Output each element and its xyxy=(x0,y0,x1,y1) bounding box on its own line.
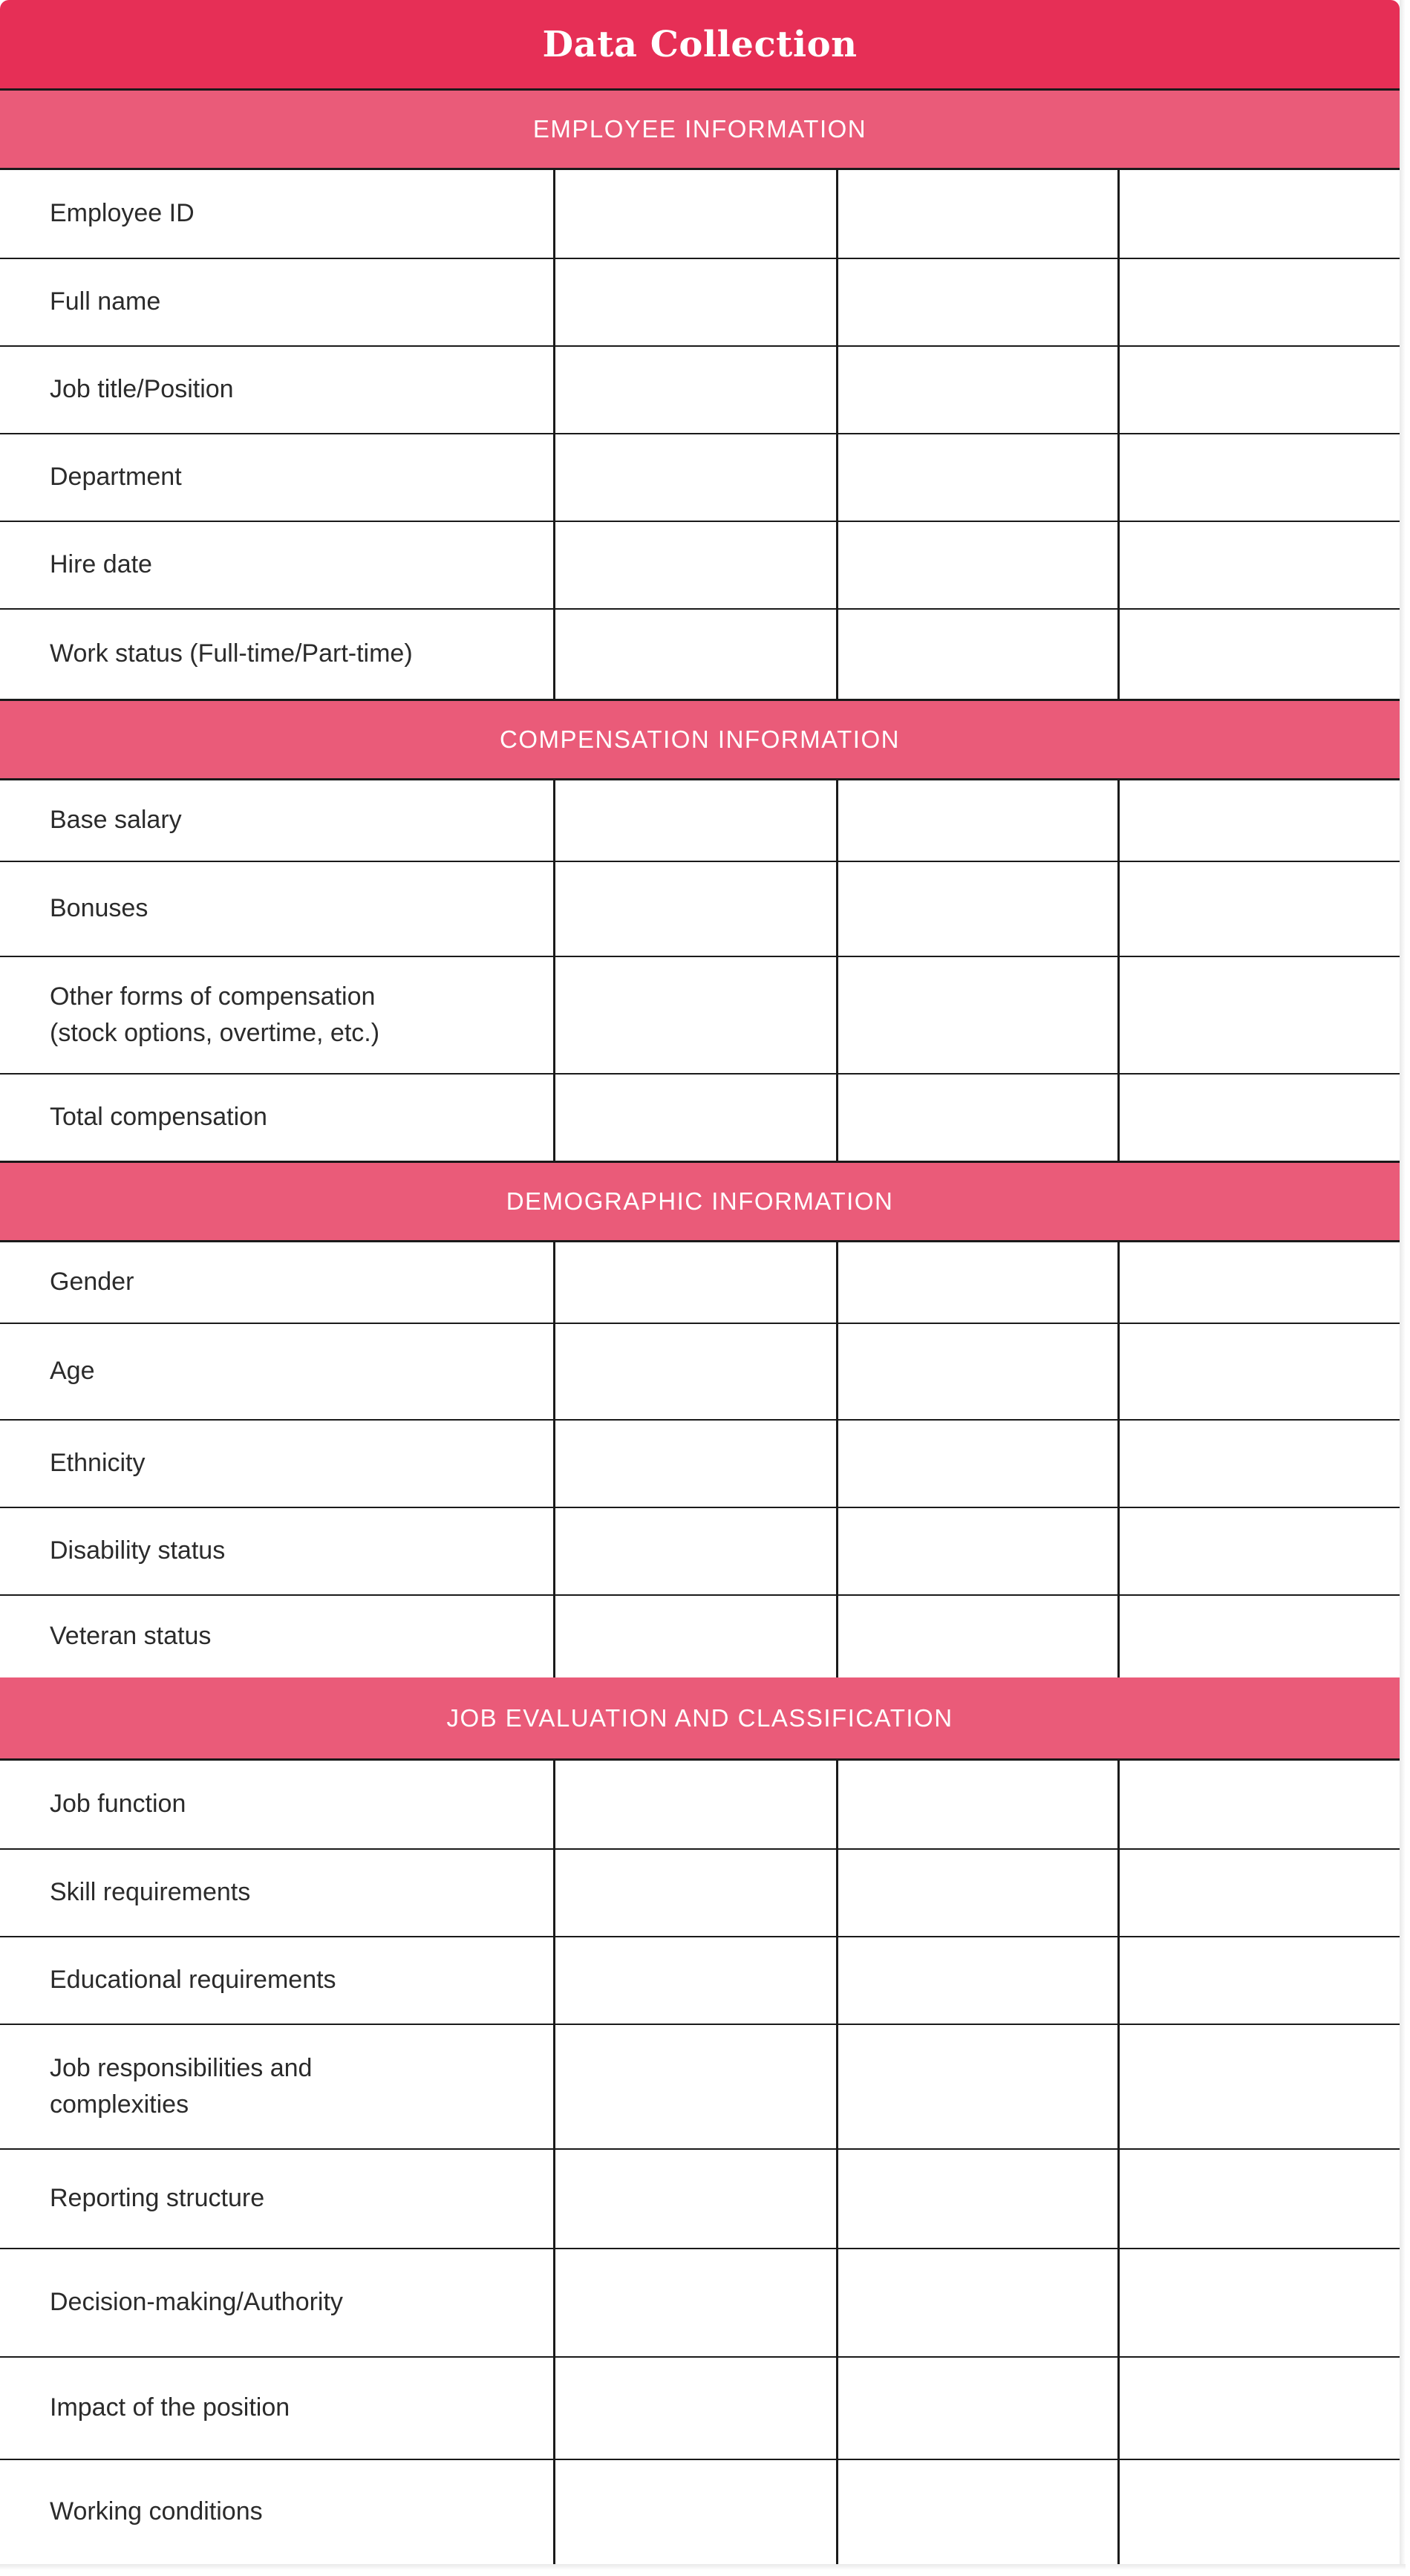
entry-cell[interactable] xyxy=(836,1937,1117,2024)
form-title: Data Collection xyxy=(542,23,858,65)
section-header-job-evaluation-and-classification: JOB EVALUATION AND CLASSIFICATION xyxy=(0,1677,1400,1761)
table-row xyxy=(0,862,1400,957)
entry-cell[interactable] xyxy=(553,1761,836,1848)
table-row xyxy=(0,1596,1400,1677)
entry-cell[interactable] xyxy=(553,1596,836,1677)
entry-cell[interactable] xyxy=(553,610,836,699)
entry-cell[interactable] xyxy=(553,2249,836,2356)
entry-cell[interactable] xyxy=(553,1324,836,1419)
table-row xyxy=(0,2249,1400,2358)
row-label: Age xyxy=(50,1357,95,1386)
table-row xyxy=(0,2025,1400,2150)
row-label: Bonuses xyxy=(50,894,148,923)
row-label: Job function xyxy=(50,1790,186,1819)
entry-cell[interactable] xyxy=(836,259,1117,345)
page-shadow-right xyxy=(1400,0,1406,2564)
entry-cell[interactable] xyxy=(836,862,1117,956)
table-row xyxy=(0,522,1400,610)
entry-cell[interactable] xyxy=(553,259,836,345)
entry-cell[interactable] xyxy=(836,1421,1117,1507)
table-row xyxy=(0,170,1400,259)
entry-cell[interactable] xyxy=(836,1596,1117,1677)
entry-cell[interactable] xyxy=(553,170,836,258)
table-row xyxy=(0,1075,1400,1161)
row-label: Impact of the position xyxy=(50,2393,290,2422)
row-label: Total compensation xyxy=(50,1103,267,1132)
table-row xyxy=(0,2358,1400,2460)
entry-cell[interactable] xyxy=(1117,1242,1400,1323)
table-row xyxy=(0,1850,1400,1937)
entry-cell[interactable] xyxy=(553,780,836,861)
table-row xyxy=(0,347,1400,434)
row-label: Reporting structure xyxy=(50,2184,265,2213)
entry-cell[interactable] xyxy=(1117,1761,1400,1848)
row-label: Decision-making/Authority xyxy=(50,2288,343,2317)
entry-cell[interactable] xyxy=(553,1075,836,1161)
entry-cell[interactable] xyxy=(553,2358,836,2459)
table-row xyxy=(0,957,1400,1075)
section-header-employee-information: EMPLOYEE INFORMATION xyxy=(0,88,1400,170)
row-label: Job title/Position xyxy=(50,375,234,404)
entry-cell[interactable] xyxy=(836,610,1117,699)
entry-cell[interactable] xyxy=(1117,780,1400,861)
entry-cell[interactable] xyxy=(836,957,1117,1073)
entry-cell[interactable] xyxy=(836,434,1117,521)
entry-cell[interactable] xyxy=(1117,2025,1400,2148)
table-row xyxy=(0,259,1400,347)
entry-cell[interactable] xyxy=(836,1761,1117,1848)
entry-cell[interactable] xyxy=(836,1324,1117,1419)
entry-cell[interactable] xyxy=(553,1850,836,1936)
entry-cell[interactable] xyxy=(1117,1850,1400,1936)
entry-cell[interactable] xyxy=(1117,1075,1400,1161)
entry-cell[interactable] xyxy=(836,1508,1117,1594)
entry-cell[interactable] xyxy=(1117,170,1400,258)
table-row xyxy=(0,1242,1400,1324)
row-label: Working conditions xyxy=(50,2497,263,2526)
table-row xyxy=(0,434,1400,522)
entry-cell[interactable] xyxy=(553,2460,836,2564)
entry-cell[interactable] xyxy=(836,1850,1117,1936)
row-label: Skill requirements xyxy=(50,1878,251,1907)
table-row xyxy=(0,1421,1400,1508)
entry-cell[interactable] xyxy=(836,780,1117,861)
entry-cell[interactable] xyxy=(553,347,836,433)
row-label: Other forms of compensation (stock options, overtime, etc.) xyxy=(50,982,380,1047)
entry-cell[interactable] xyxy=(836,2358,1117,2459)
table-row xyxy=(0,780,1400,862)
entry-cell[interactable] xyxy=(1117,1508,1400,1594)
entry-cell[interactable] xyxy=(1117,1324,1400,1419)
entry-cell[interactable] xyxy=(1117,2460,1400,2564)
entry-cell[interactable] xyxy=(553,1242,836,1323)
table-row xyxy=(0,2150,1400,2249)
entry-cell[interactable] xyxy=(553,2025,836,2148)
entry-cell[interactable] xyxy=(836,1242,1117,1323)
row-label: Employee ID xyxy=(50,199,195,228)
entry-cell[interactable] xyxy=(553,957,836,1073)
entry-cell[interactable] xyxy=(836,1075,1117,1161)
entry-cell[interactable] xyxy=(553,1421,836,1507)
entry-cell[interactable] xyxy=(1117,1421,1400,1507)
entry-cell[interactable] xyxy=(1117,347,1400,433)
row-label: Hire date xyxy=(50,550,152,579)
entry-cell[interactable] xyxy=(1117,1596,1400,1677)
entry-cell[interactable] xyxy=(1117,1937,1400,2024)
entry-cell[interactable] xyxy=(553,1937,836,2024)
table-row xyxy=(0,1937,1400,2025)
entry-cell[interactable] xyxy=(1117,2150,1400,2248)
row-label: Department xyxy=(50,463,182,492)
entry-cell[interactable] xyxy=(1117,259,1400,345)
row-label: Base salary xyxy=(50,806,182,835)
entry-cell[interactable] xyxy=(836,347,1117,433)
entry-cell[interactable] xyxy=(836,2249,1117,2356)
entry-cell[interactable] xyxy=(553,862,836,956)
table-row xyxy=(0,610,1400,699)
entry-cell[interactable] xyxy=(836,522,1117,608)
table-row xyxy=(0,2460,1400,2564)
entry-cell[interactable] xyxy=(1117,957,1400,1073)
row-label: Work status (Full-time/Part-time) xyxy=(50,639,413,668)
entry-cell[interactable] xyxy=(836,2150,1117,2248)
row-label: Educational requirements xyxy=(50,1966,336,1995)
row-label: Gender xyxy=(50,1268,134,1297)
entry-cell[interactable] xyxy=(1117,434,1400,521)
entry-cell[interactable] xyxy=(1117,2249,1400,2356)
row-label: Veteran status xyxy=(50,1622,212,1651)
entry-cell[interactable] xyxy=(836,2460,1117,2564)
entry-cell[interactable] xyxy=(1117,2358,1400,2459)
row-label: Disability status xyxy=(50,1536,226,1565)
row-label: Job responsibilities and complexities xyxy=(50,2053,313,2119)
entry-cell[interactable] xyxy=(836,170,1117,258)
entry-cell[interactable] xyxy=(553,522,836,608)
entry-cell[interactable] xyxy=(553,434,836,521)
entry-cell[interactable] xyxy=(836,2025,1117,2148)
entry-cell[interactable] xyxy=(1117,862,1400,956)
title-bar xyxy=(0,0,1400,88)
page-shadow-bottom xyxy=(0,2564,1406,2570)
entry-cell[interactable] xyxy=(1117,522,1400,608)
row-label: Ethnicity xyxy=(50,1449,146,1478)
table-row xyxy=(0,1508,1400,1596)
row-label: Full name xyxy=(50,287,161,316)
table-row xyxy=(0,1324,1400,1421)
entry-cell[interactable] xyxy=(553,2150,836,2248)
entry-cell[interactable] xyxy=(1117,610,1400,699)
section-header-demographic-information: DEMOGRAPHIC INFORMATION xyxy=(0,1161,1400,1242)
entry-cell[interactable] xyxy=(553,1508,836,1594)
section-header-compensation-information: COMPENSATION INFORMATION xyxy=(0,699,1400,780)
table-row xyxy=(0,1761,1400,1850)
